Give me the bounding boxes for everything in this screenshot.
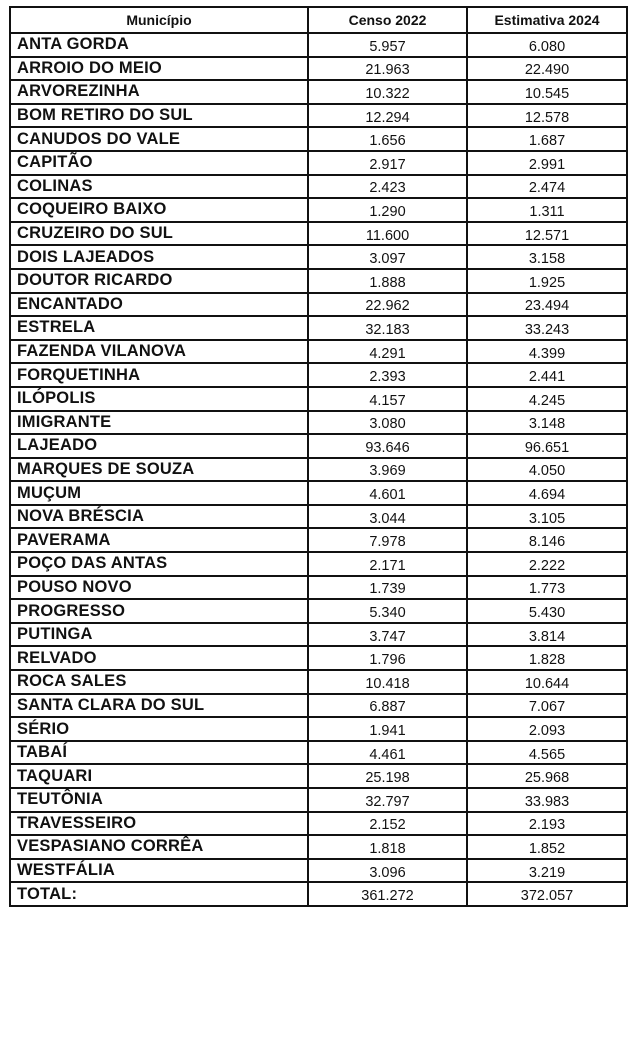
table-row [10,528,627,552]
municipio-cell: ANTA GORDA [10,33,308,57]
estimativa-2024-cell: 22.490 [467,57,627,81]
municipio-cell: PROGRESSO [10,599,308,623]
censo-2022-cell: 22.962 [308,293,467,317]
municipio-cell: FAZENDA VILANOVA [10,340,308,364]
table-row [10,293,627,317]
censo-2022-cell: 6.887 [308,694,467,718]
municipio-cell: MARQUES DE SOUZA [10,458,308,482]
censo-2022-cell: 25.198 [308,764,467,788]
header-municipio: Município [10,7,308,33]
table-row [10,599,627,623]
estimativa-2024-cell: 5.430 [467,599,627,623]
table-row [10,316,627,340]
table-row [10,458,627,482]
estimativa-2024-cell: 12.578 [467,104,627,128]
total-row [10,882,627,906]
estimativa-2024-cell: 6.080 [467,33,627,57]
total-label-cell: TOTAL: [10,882,308,906]
estimativa-2024-cell: 3.219 [467,859,627,883]
table-body [10,33,627,906]
table-row [10,646,627,670]
estimativa-2024-cell: 4.050 [467,458,627,482]
estimativa-2024-cell: 10.644 [467,670,627,694]
censo-2022-cell: 1.818 [308,835,467,859]
population-table [9,6,628,907]
municipio-cell: SÉRIO [10,717,308,741]
table-row [10,198,627,222]
censo-2022-cell: 5.957 [308,33,467,57]
municipio-cell: LAJEADO [10,434,308,458]
table-row [10,245,627,269]
table-row [10,104,627,128]
censo-2022-cell: 1.656 [308,127,467,151]
table-row [10,812,627,836]
estimativa-2024-cell: 2.222 [467,552,627,576]
estimativa-2024-cell: 1.925 [467,269,627,293]
municipio-cell: TRAVESSEIRO [10,812,308,836]
censo-2022-cell: 32.183 [308,316,467,340]
censo-2022-cell: 3.096 [308,859,467,883]
table-row [10,33,627,57]
censo-2022-cell: 4.291 [308,340,467,364]
estimativa-2024-cell: 1.828 [467,646,627,670]
estimativa-2024-cell: 2.193 [467,812,627,836]
estimativa-2024-cell: 1.852 [467,835,627,859]
municipio-cell: BOM RETIRO DO SUL [10,104,308,128]
municipio-cell: PUTINGA [10,623,308,647]
table-row [10,764,627,788]
estimativa-2024-cell: 2.093 [467,717,627,741]
table-row [10,434,627,458]
estimativa-2024-cell: 1.687 [467,127,627,151]
estimativa-2024-cell: 7.067 [467,694,627,718]
total-estimativa-2024-cell: 372.057 [467,882,627,906]
table-row [10,80,627,104]
estimativa-2024-cell: 4.399 [467,340,627,364]
censo-2022-cell: 1.941 [308,717,467,741]
estimativa-2024-cell: 3.148 [467,411,627,435]
censo-2022-cell: 5.340 [308,599,467,623]
censo-2022-cell: 2.152 [308,812,467,836]
table-row [10,552,627,576]
censo-2022-cell: 32.797 [308,788,467,812]
municipio-cell: CANUDOS DO VALE [10,127,308,151]
municipio-cell: DOIS LAJEADOS [10,245,308,269]
municipio-cell: TABAÍ [10,741,308,765]
estimativa-2024-cell: 8.146 [467,528,627,552]
estimativa-2024-cell: 4.245 [467,387,627,411]
municipio-cell: COQUEIRO BAIXO [10,198,308,222]
municipio-cell: ARROIO DO MEIO [10,57,308,81]
table-row [10,717,627,741]
municipio-cell: RELVADO [10,646,308,670]
censo-2022-cell: 3.080 [308,411,467,435]
municipio-cell: ARVOREZINHA [10,80,308,104]
estimativa-2024-cell: 4.694 [467,481,627,505]
estimativa-2024-cell: 33.243 [467,316,627,340]
table-row [10,57,627,81]
table-row [10,576,627,600]
estimativa-2024-cell: 96.651 [467,434,627,458]
municipio-cell: VESPASIANO CORRÊA [10,835,308,859]
municipio-cell: ESTRELA [10,316,308,340]
table-row [10,788,627,812]
municipio-cell: ENCANTADO [10,293,308,317]
total-censo-2022-cell: 361.272 [308,882,467,906]
censo-2022-cell: 4.157 [308,387,467,411]
censo-2022-cell: 21.963 [308,57,467,81]
header-censo-2022: Censo 2022 [308,7,467,33]
estimativa-2024-cell: 12.571 [467,222,627,246]
table-row [10,741,627,765]
censo-2022-cell: 3.097 [308,245,467,269]
estimativa-2024-cell: 3.105 [467,505,627,529]
estimativa-2024-cell: 23.494 [467,293,627,317]
table-row [10,151,627,175]
estimativa-2024-cell: 3.814 [467,623,627,647]
censo-2022-cell: 3.747 [308,623,467,647]
municipio-cell: CAPITÃO [10,151,308,175]
censo-2022-cell: 1.290 [308,198,467,222]
estimativa-2024-cell: 2.991 [467,151,627,175]
estimativa-2024-cell: 33.983 [467,788,627,812]
censo-2022-cell: 2.423 [308,175,467,199]
censo-2022-cell: 1.796 [308,646,467,670]
municipio-cell: POÇO DAS ANTAS [10,552,308,576]
censo-2022-cell: 2.917 [308,151,467,175]
censo-2022-cell: 3.969 [308,458,467,482]
table-row [10,670,627,694]
table-row [10,835,627,859]
censo-2022-cell: 4.601 [308,481,467,505]
municipio-cell: ILÓPOLIS [10,387,308,411]
table-row [10,175,627,199]
censo-2022-cell: 10.418 [308,670,467,694]
censo-2022-cell: 7.978 [308,528,467,552]
municipio-cell: FORQUETINHA [10,363,308,387]
censo-2022-cell: 12.294 [308,104,467,128]
table-row [10,694,627,718]
municipio-cell: TAQUARI [10,764,308,788]
municipio-cell: MUÇUM [10,481,308,505]
table-row [10,411,627,435]
municipio-cell: SANTA CLARA DO SUL [10,694,308,718]
table-header-row [10,7,627,33]
municipio-cell: POUSO NOVO [10,576,308,600]
estimativa-2024-cell: 2.441 [467,363,627,387]
table-row [10,623,627,647]
estimativa-2024-cell: 3.158 [467,245,627,269]
municipio-cell: WESTFÁLIA [10,859,308,883]
header-estimativa-2024: Estimativa 2024 [467,7,627,33]
censo-2022-cell: 3.044 [308,505,467,529]
municipio-cell: PAVERAMA [10,528,308,552]
table-row [10,340,627,364]
censo-2022-cell: 4.461 [308,741,467,765]
censo-2022-cell: 2.393 [308,363,467,387]
estimativa-2024-cell: 1.311 [467,198,627,222]
municipio-cell: CRUZEIRO DO SUL [10,222,308,246]
population-table-container [9,6,628,907]
table-row [10,127,627,151]
municipio-cell: ROCA SALES [10,670,308,694]
table-row [10,269,627,293]
censo-2022-cell: 1.739 [308,576,467,600]
censo-2022-cell: 1.888 [308,269,467,293]
table-row [10,481,627,505]
table-row [10,387,627,411]
municipio-cell: DOUTOR RICARDO [10,269,308,293]
table-row [10,222,627,246]
censo-2022-cell: 2.171 [308,552,467,576]
municipio-cell: IMIGRANTE [10,411,308,435]
table-row [10,363,627,387]
municipio-cell: TEUTÔNIA [10,788,308,812]
estimativa-2024-cell: 25.968 [467,764,627,788]
estimativa-2024-cell: 2.474 [467,175,627,199]
table-row [10,859,627,883]
municipio-cell: NOVA BRÉSCIA [10,505,308,529]
table-row [10,505,627,529]
censo-2022-cell: 93.646 [308,434,467,458]
estimativa-2024-cell: 10.545 [467,80,627,104]
censo-2022-cell: 11.600 [308,222,467,246]
estimativa-2024-cell: 1.773 [467,576,627,600]
estimativa-2024-cell: 4.565 [467,741,627,765]
municipio-cell: COLINAS [10,175,308,199]
censo-2022-cell: 10.322 [308,80,467,104]
